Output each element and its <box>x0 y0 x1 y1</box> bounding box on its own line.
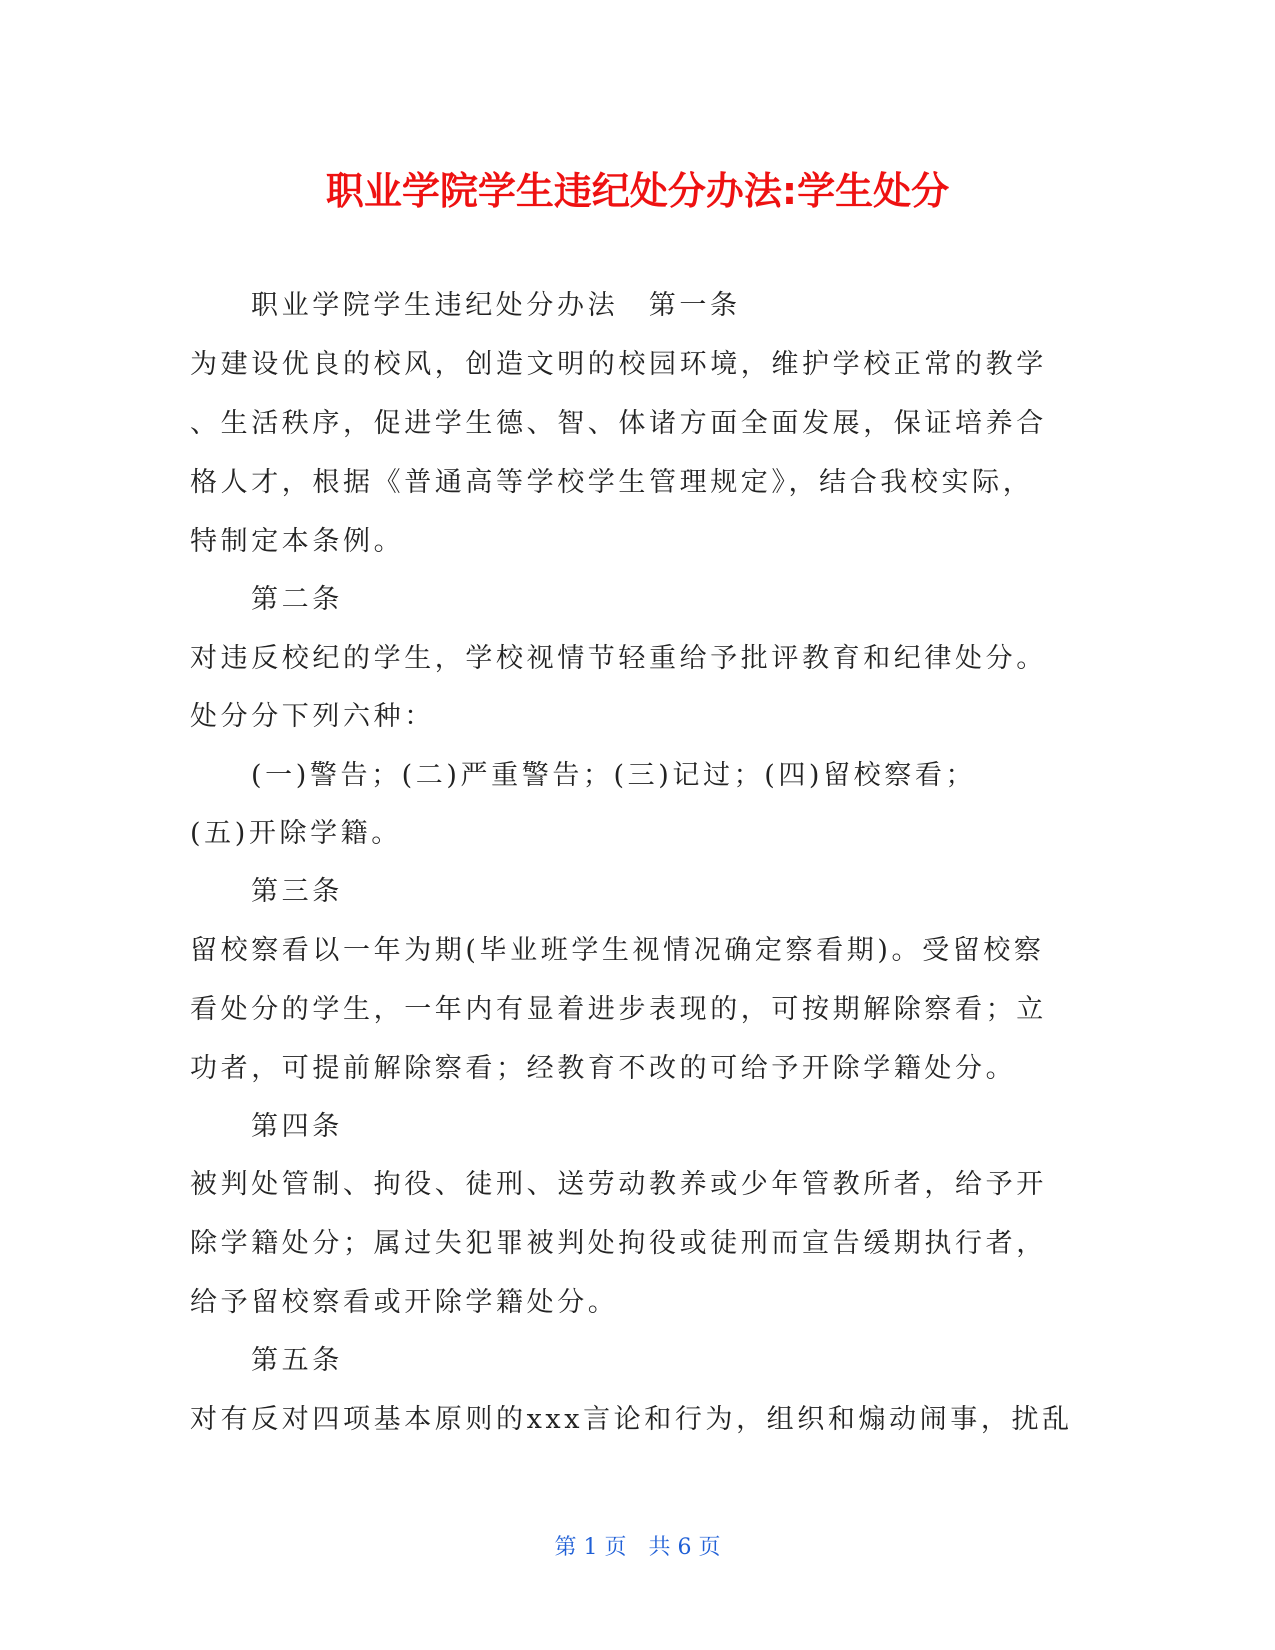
body-line: 、生活秩序，促进学生德、智、体诸方面全面发展，保证培养合 <box>190 408 1047 439</box>
footer-total-pages: 6 <box>677 1535 692 1560</box>
footer-page-number: 1 <box>583 1535 598 1560</box>
body-line: 处分分下列六种： <box>190 701 435 732</box>
body-line: 职业学院学生违纪处分办法 第一条 <box>251 290 741 321</box>
body-line: 被判处管制、拘役、徒刑、送劳动教养或少年管教所者，给予开 <box>190 1169 1047 1200</box>
body-line: (五)开除学籍。 <box>190 818 402 849</box>
body-line: 留校察看以一年为期(毕业班学生视情况确定察看期)。受留校察 <box>190 935 1045 966</box>
footer-suffix: 页 <box>698 1535 721 1560</box>
body-line: 给予留校察看或开除学籍处分。 <box>190 1287 619 1318</box>
body-line: 对有反对四项基本原则的xxx言论和行为，组织和煽动闹事，扰乱 <box>190 1404 1073 1435</box>
body-line: 为建设优良的校风，创造文明的校园环境，维护学校正常的教学 <box>190 349 1047 380</box>
section-heading: 第五条 <box>251 1345 343 1376</box>
body-line: 对违反校纪的学生，学校视情节轻重给予批评教育和纪律处分。 <box>190 643 1047 674</box>
page-footer <box>0 1533 1275 1563</box>
section-heading: 第四条 <box>251 1111 343 1142</box>
footer-prefix: 第 <box>554 1535 577 1560</box>
body-line: 功者，可提前解除察看；经教育不改的可给予开除学籍处分。 <box>190 1053 1017 1084</box>
body-line: 看处分的学生，一年内有显着进步表现的，可按期解除察看；立 <box>190 994 1047 1025</box>
section-heading: 第二条 <box>251 584 343 615</box>
body-line: 除学籍处分；属过失犯罪被判处拘役或徒刑而宣告缓期执行者， <box>190 1228 1047 1259</box>
footer-middle: 页 共 <box>604 1535 671 1560</box>
section-heading: 第三条 <box>251 876 343 907</box>
body-line: 格人才，根据《普通高等学校学生管理规定》，结合我校实际， <box>190 467 1034 498</box>
body-line: (一)警告；(二)严重警告；(三)记过；(四)留校察看； <box>251 760 977 791</box>
document-title: 职业学院学生违纪处分办法:学生处分 <box>325 169 950 213</box>
body-line: 特制定本条例。 <box>190 526 405 557</box>
